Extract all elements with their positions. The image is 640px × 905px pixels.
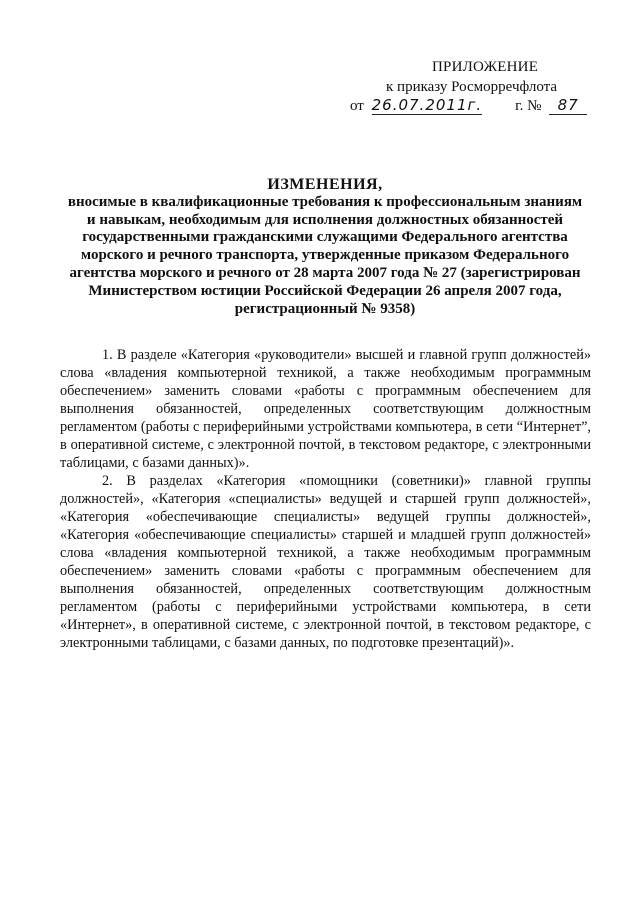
date-prefix: от — [350, 98, 364, 114]
heading-line: и навыкам, необходимым для исполнения должностных обязанностей — [86, 211, 564, 228]
heading-line: регистрационный № 9358) — [234, 300, 416, 317]
paragraph-2: 2. В разделах «Категория «помощники (советники)» главной группы должностей», «Категория «специалисты» ведущей и старшей групп должностей», «Категория «обеспечивающие специалисты» ведущей группы должностей», «Категория «обеспечивающие специалисты» старшей и младшей групп должностей» слова «владения компьютерной техникой, а также необходимым программным обеспечением» заменить словами «работы с программным обеспечением для выполнения обязанностей, определенных соответствующим должностным регламентом (работы с периферийными устройствами компьютера, в сети «Интернет», в оперативной системе, с электронной почтой, в текстовом редакторе, с электронными таблицами, с базами данных, по подготовке презентаций)». — [60, 473, 591, 651]
document-body — [60, 346, 591, 652]
appendix-date-row — [350, 96, 587, 115]
handwritten-number: 87 — [549, 96, 587, 115]
paragraph-1: 1. В разделе «Категория «руководители» высшей и главной групп должностей» слова «владения компьютерной техникой, а также необходимым программным обеспечением» заменить словами «работы с программным обеспечением для выполнения обязанностей, определенных соответствующим должностным регламентом (работы с периферийными устройствами компьютера, в сети “Интернет”, в оперативной системе, с электронной почтой, в текстовом редакторе, с электронными таблицами, с базами данных)». — [60, 347, 591, 471]
document-heading — [60, 176, 590, 318]
heading-line: морского и речного транспорта, утвержденные приказом Федерального — [80, 247, 570, 264]
heading-line: вносимые в квалификационные требования к профессиональным знаниям — [67, 193, 583, 210]
appendix-title: ПРИЛОЖЕНИЕ — [432, 59, 539, 75]
heading-line: государственными гражданскими служащими Федерального агентства — [82, 229, 568, 246]
number-prefix: г. № — [515, 98, 542, 114]
handwritten-date: 26.07.2011г. — [371, 96, 483, 114]
heading-title: ИЗМЕНЕНИЯ, — [267, 176, 383, 193]
heading-line: Министерством юстиции Российской Федерации 26 апреля 2007 года, — [88, 282, 562, 299]
appendix-order-line: к приказу Росморречфлота — [386, 79, 558, 95]
heading-line: агентства морского и речного от 28 марта 2007 года № 27 (зарегистрирован — [69, 264, 581, 281]
